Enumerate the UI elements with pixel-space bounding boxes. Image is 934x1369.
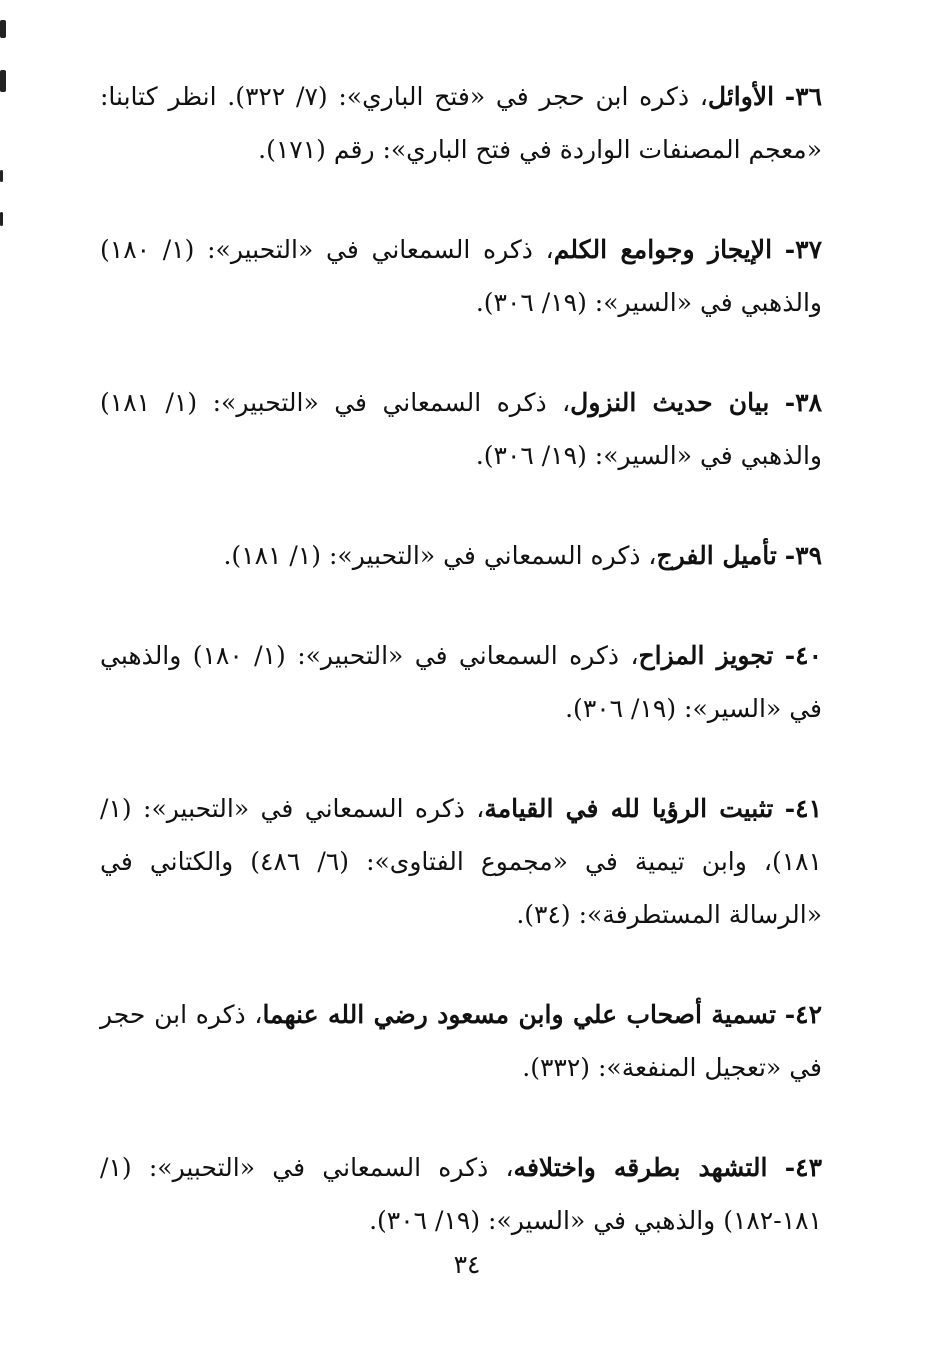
scan-edge-mark [0,0,14,240]
entry-text: ، ذكره السمعاني في «التحبير»: (١/ ١٨١) والذهبي في «السير»: (١٩/ ٣٠٦). [100,388,822,470]
entry-text: ، ذكره ابن حجر في «تعجيل المنفعة»: (٣٣٢). [100,1000,822,1082]
entry-title: الإيجاز وجوامع الكلم [553,235,773,264]
entry-title: الأوائل [707,82,775,111]
entry-text: ، ذكره السمعاني في «التحبير»: (١/ ١٨٠) والذهبي في «السير»: (١٩/ ٣٠٦). [100,641,822,723]
entry-title: تثبيت الرؤيا لله في القيامة [484,794,774,823]
entry-39 [100,529,822,582]
entry-number: ٤٣- [784,1153,822,1182]
entry-41 [100,782,822,941]
entry-36 [100,70,822,176]
entry-text: ، ذكره السمعاني في «التحبير»: (١/ ١٨١). [223,541,657,570]
entry-number: ٣٨- [784,388,823,417]
entry-number: ٣٧- [784,235,823,264]
entry-title: تجويز المزاح [638,641,774,670]
entry-38 [100,376,822,482]
entry-number: ٤٠- [784,641,822,670]
entry-43 [100,1141,822,1247]
entry-text: ، ذكره السمعاني في «التحبير»: (١/ ١٨١-١٨٢) والذهبي في «السير»: (١٩/ ٣٠٦). [100,1153,822,1235]
entry-number: ٣٦- [784,82,823,111]
entry-40 [100,629,822,735]
entry-number: ٤٢- [784,1000,823,1029]
entry-number: ٣٩- [784,541,822,570]
entry-title: التشهد بطرقه واختلافه [513,1153,768,1182]
entry-37 [100,223,822,329]
entries-list [100,70,822,1247]
entry-text: ، ذكره السمعاني في «التحبير»: (١/ ١٨٠) والذهبي في «السير»: (١٩/ ٣٠٦). [100,235,822,317]
entry-text: ، ذكره السمعاني في «التحبير»: (١/ ١٨١)، وابن تيمية في «مجموع الفتاوى»: (٦/ ٤٨٦) والكتاني في «الرسالة المستطرفة»: (٣٤). [100,794,822,929]
entry-text: ، ذكره ابن حجر في «فتح الباري»: (٧/ ٣٢٢). انظر كتابنا: «معجم المصنفات الواردة في فتح الباري»: رقم (١٧١). [100,82,822,164]
entry-42 [100,988,822,1094]
entry-title: تأميل الفرج [656,541,777,570]
page-number: ٣٤ [453,1250,481,1279]
entry-number: ٤١- [784,794,822,823]
entry-title: تسمية أصحاب علي وابن مسعود رضي الله عنهما [262,1000,777,1029]
entry-title: بيان حديث النزول [570,388,770,417]
